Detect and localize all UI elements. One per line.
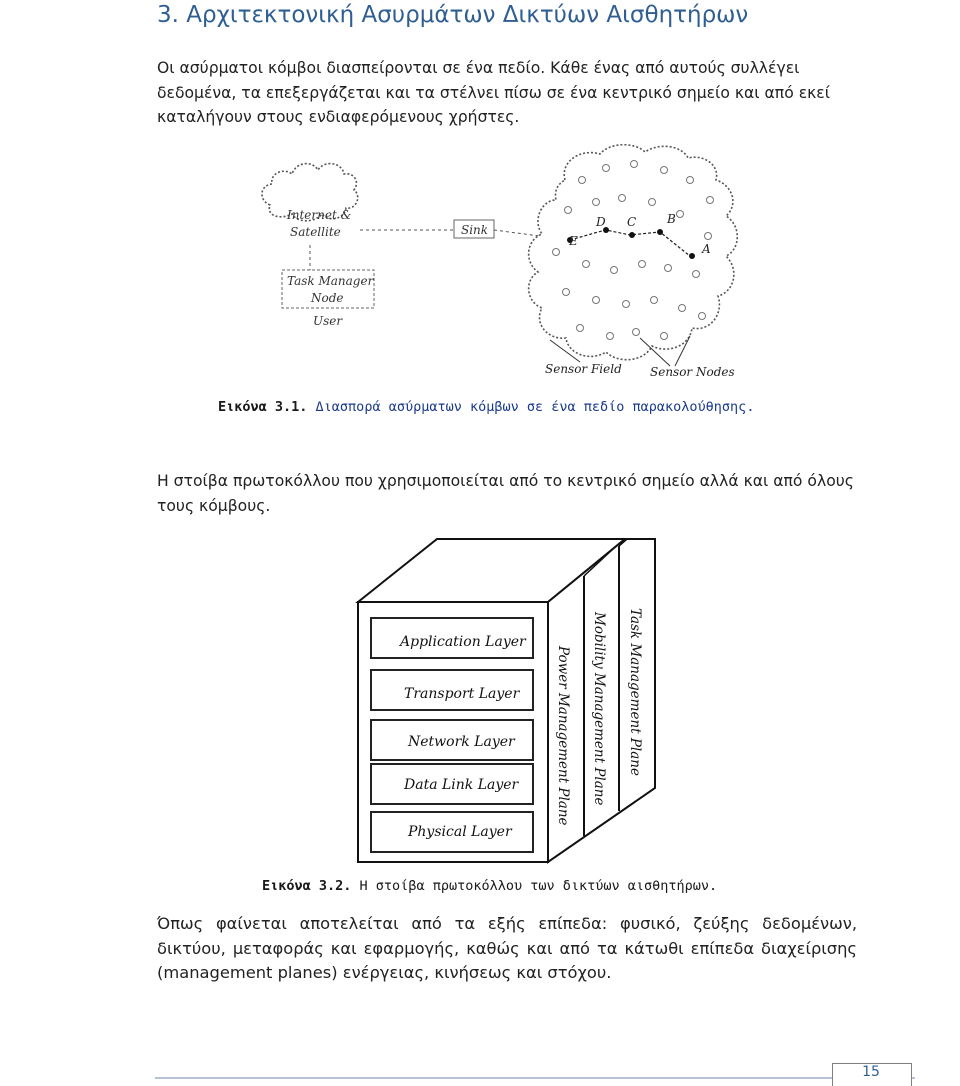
sink-label: Sink	[461, 223, 489, 237]
footer-rule	[155, 1077, 915, 1079]
figure2-caption	[262, 878, 717, 894]
node-label-a: A	[702, 242, 711, 256]
task-manager-line1: Task Manager	[287, 274, 374, 288]
cloud-label-line1: Internet &	[287, 208, 352, 222]
node-label-d: D	[596, 215, 606, 229]
sensor-node	[577, 325, 584, 332]
layers-paragraph: Όπως φαίνεται αποτελείται από τα εξής επίπεδα: φυσικό, ζεύξης δεδομένων, δικτύου, μεταφοράς και εφαρμογής, καθώς και από τα κάτωθι επίπεδα διαχείρισης (management planes) ενέργειας, κινήσεως και στόχου.	[157, 914, 857, 982]
sensor-node	[699, 313, 706, 320]
sensor-nodes-label: Sensor Nodes	[650, 365, 735, 379]
plane-power: Power Management Plane	[555, 646, 571, 826]
routing-node	[689, 253, 695, 259]
node-label-c: C	[627, 215, 637, 229]
sensor-field-label: Sensor Field	[545, 362, 622, 376]
sensor-node	[661, 167, 668, 174]
sensor-node	[565, 207, 572, 214]
intro-paragraph: Οι ασύρματοι κόμβοι διασπείρονται σε ένα πεδίο. Κάθε ένας από αυτούς συλλέγει δεδομένα, τα επεξεργάζεται και τα στέλνει πίσω σε ένα κεντρικό σημείο και από εκεί καταλήγουν στους ενδιαφερόμενους χρήστες.	[157, 59, 831, 126]
sensor-node	[603, 165, 610, 172]
figure1-caption	[218, 399, 754, 415]
figure1-caption-text: Διασπορά ασύρματων κόμβων σε ένα πεδίο παρακολούθησης.	[315, 399, 755, 415]
node-label-b: B	[667, 212, 676, 226]
sensor-network-figure	[250, 140, 750, 385]
figure1-caption-label: Εικόνα 3.1.	[218, 399, 308, 415]
user-label: User	[313, 314, 343, 328]
task-manager-line2: Node	[311, 291, 344, 305]
sensor-node	[579, 177, 586, 184]
sensor-node	[665, 265, 672, 272]
sensor-node	[623, 301, 630, 308]
sensor-node	[639, 261, 646, 268]
protocol-paragraph: Η στοίβα πρωτοκόλλου που χρησιμοποιείται από το κεντρικό σημείο αλλά και από όλους τους κόμβους.	[157, 472, 854, 515]
sensor-node	[707, 197, 714, 204]
layer-physical: Physical Layer	[408, 824, 512, 840]
sensor-node	[651, 297, 658, 304]
protocol-stack-figure	[355, 536, 665, 866]
sensor-node	[563, 289, 570, 296]
sensor-node	[693, 271, 700, 278]
layer-application: Application Layer	[400, 634, 526, 650]
figure2-caption-text: Η στοίβα πρωτοκόλλου των δικτύων αισθητήρων.	[359, 878, 718, 894]
sensor-node	[649, 199, 656, 206]
cloud-label-line2: Satellite	[290, 225, 341, 239]
sensor-node	[593, 297, 600, 304]
sensor-node	[677, 211, 684, 218]
page-number: 15	[862, 1064, 880, 1080]
section-heading: 3. Αρχιτεκτονική Ασυρμάτων Δικτύων Αισθητήρων	[157, 2, 749, 28]
sensor-node	[631, 161, 638, 168]
plane-mobility: Mobility Management Plane	[591, 612, 607, 806]
sensor-node	[661, 333, 668, 340]
routing-node	[629, 232, 635, 238]
layer-transport: Transport Layer	[404, 686, 520, 702]
sensor-node	[607, 333, 614, 340]
sensor-node	[687, 177, 694, 184]
node-label-e: E	[569, 234, 578, 248]
sensor-node	[705, 233, 712, 240]
layer-network: Network Layer	[408, 734, 515, 750]
routing-node	[657, 229, 663, 235]
sensor-node	[593, 199, 600, 206]
sensor-node	[583, 261, 590, 268]
layer-datalink: Data Link Layer	[404, 777, 519, 793]
sensor-node	[553, 249, 560, 256]
sensor-node	[611, 267, 618, 274]
plane-task: Task Management Plane	[627, 608, 643, 776]
figure2-caption-label: Εικόνα 3.2.	[262, 878, 352, 894]
sensor-node	[679, 305, 686, 312]
sensor-node	[619, 195, 626, 202]
sensor-node	[633, 329, 640, 336]
